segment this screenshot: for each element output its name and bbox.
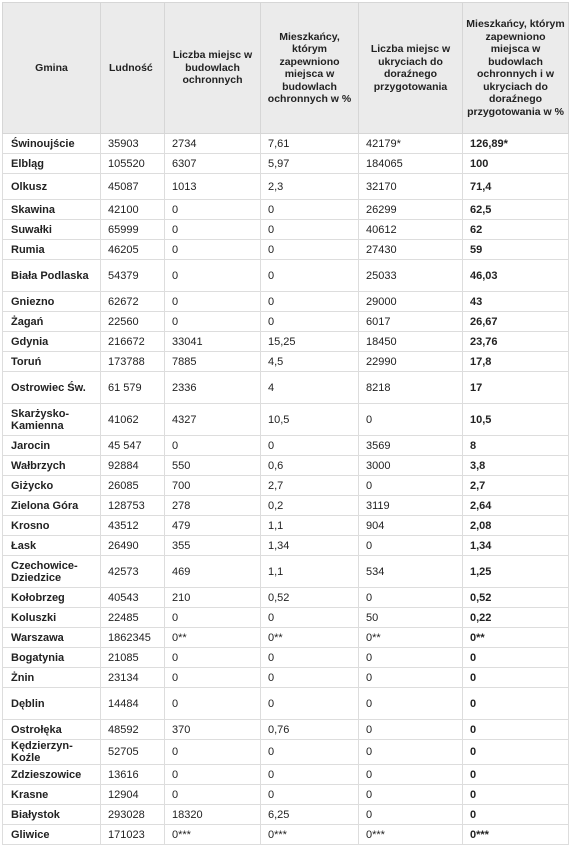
cell-shelter-places: 0** [165,628,261,648]
cell-hideout-places: 22990 [359,352,463,372]
cell-gmina: Gdynia [3,332,101,352]
table-row [3,436,569,456]
cell-total-percent: 17,8 [463,352,569,372]
cell-ludnosc: 46205 [101,240,165,260]
cell-ludnosc: 173788 [101,352,165,372]
cell-total-percent: 17 [463,372,569,404]
table-row [3,536,569,556]
cell-hideout-places: 8218 [359,372,463,404]
cell-gmina: Łask [3,536,101,556]
cell-gmina: Warszawa [3,628,101,648]
cell-shelter-places: 0 [165,648,261,668]
cell-shelter-percent: 2,7 [261,476,359,496]
cell-total-percent: 0 [463,740,569,765]
cell-shelter-percent: 0 [261,785,359,805]
cell-shelter-percent: 5,97 [261,154,359,174]
cell-gmina: Elbląg [3,154,101,174]
cell-hideout-places: 0 [359,740,463,765]
cell-shelter-places: 2734 [165,134,261,154]
cell-total-percent: 126,89* [463,134,569,154]
cell-hideout-places: 50 [359,608,463,628]
cell-shelter-percent: 10,5 [261,404,359,436]
header-row [3,3,569,134]
cell-shelter-percent: 0 [261,260,359,292]
cell-ludnosc: 45 547 [101,436,165,456]
cell-shelter-percent: 0 [261,668,359,688]
cell-hideout-places: 184065 [359,154,463,174]
cell-ludnosc: 14484 [101,688,165,720]
cell-gmina: Ostrowiec Św. [3,372,101,404]
header-shelter-places: Liczba miejsc w budowlach ochronnych [165,3,261,134]
cell-hideout-places: 534 [359,556,463,588]
cell-shelter-places: 4327 [165,404,261,436]
cell-total-percent: 62,5 [463,200,569,220]
cell-gmina: Krasne [3,785,101,805]
table-row [3,688,569,720]
table-row [3,805,569,825]
cell-shelter-places: 0 [165,292,261,312]
cell-hideout-places: 0 [359,536,463,556]
cell-total-percent: 0 [463,688,569,720]
cell-shelter-places: 0 [165,260,261,292]
cell-total-percent: 8 [463,436,569,456]
cell-ludnosc: 62672 [101,292,165,312]
cell-shelter-percent: 0 [261,292,359,312]
table-row [3,352,569,372]
cell-shelter-places: 0 [165,220,261,240]
cell-gmina: Dęblin [3,688,101,720]
cell-ludnosc: 26085 [101,476,165,496]
cell-total-percent: 0** [463,628,569,648]
cell-total-percent: 43 [463,292,569,312]
cell-gmina: Żnin [3,668,101,688]
table-row [3,720,569,740]
cell-ludnosc: 105520 [101,154,165,174]
table-row [3,628,569,648]
header-ludnosc: Ludność [101,3,165,134]
cell-hideout-places: 0 [359,688,463,720]
cell-total-percent: 10,5 [463,404,569,436]
cell-ludnosc: 61 579 [101,372,165,404]
cell-shelter-percent: 0,2 [261,496,359,516]
cell-ludnosc: 42100 [101,200,165,220]
cell-total-percent: 0 [463,668,569,688]
cell-shelter-places: 210 [165,588,261,608]
cell-ludnosc: 22485 [101,608,165,628]
cell-total-percent: 0,22 [463,608,569,628]
table-row [3,825,569,845]
cell-gmina: Biała Podlaska [3,260,101,292]
cell-hideout-places: 25033 [359,260,463,292]
cell-shelter-percent: 0,52 [261,588,359,608]
cell-hideout-places: 42179* [359,134,463,154]
cell-ludnosc: 45087 [101,174,165,200]
cell-gmina: Giżycko [3,476,101,496]
cell-ludnosc: 26490 [101,536,165,556]
cell-shelter-percent: 0 [261,688,359,720]
table-row [3,740,569,765]
cell-shelter-places: 1013 [165,174,261,200]
cell-hideout-places: 0 [359,785,463,805]
cell-gmina: Białystok [3,805,101,825]
cell-total-percent: 100 [463,154,569,174]
cell-shelter-places: 355 [165,536,261,556]
cell-shelter-percent: 0 [261,220,359,240]
table-row [3,648,569,668]
cell-hideout-places: 27430 [359,240,463,260]
cell-hideout-places: 0*** [359,825,463,845]
table-row [3,556,569,588]
cell-shelter-percent: 2,3 [261,174,359,200]
cell-shelter-percent: 4,5 [261,352,359,372]
cell-gmina: Bogatynia [3,648,101,668]
cell-shelter-percent: 0** [261,628,359,648]
cell-total-percent: 3,8 [463,456,569,476]
cell-total-percent: 0 [463,805,569,825]
cell-shelter-percent: 1,1 [261,556,359,588]
cell-gmina: Gniezno [3,292,101,312]
table-row [3,134,569,154]
cell-ludnosc: 216672 [101,332,165,352]
cell-hideout-places: 0 [359,404,463,436]
cell-shelter-percent: 0 [261,740,359,765]
table-row [3,292,569,312]
cell-shelter-places: 0*** [165,825,261,845]
cell-ludnosc: 43512 [101,516,165,536]
cell-ludnosc: 21085 [101,648,165,668]
cell-shelter-places: 0 [165,200,261,220]
cell-gmina: Kołobrzeg [3,588,101,608]
table-row [3,476,569,496]
cell-ludnosc: 42573 [101,556,165,588]
table-row [3,372,569,404]
cell-gmina: Skarżysko-Kamienna [3,404,101,436]
cell-hideout-places: 32170 [359,174,463,200]
table-row [3,332,569,352]
cell-ludnosc: 13616 [101,765,165,785]
cell-hideout-places: 18450 [359,332,463,352]
cell-gmina: Jarocin [3,436,101,456]
cell-hideout-places: 26299 [359,200,463,220]
cell-total-percent: 2,64 [463,496,569,516]
cell-shelter-percent: 0 [261,200,359,220]
cell-hideout-places: 904 [359,516,463,536]
cell-total-percent: 0 [463,648,569,668]
cell-shelter-places: 0 [165,740,261,765]
cell-shelter-percent: 4 [261,372,359,404]
cell-gmina: Zielona Góra [3,496,101,516]
table-row [3,516,569,536]
cell-shelter-percent: 0 [261,608,359,628]
cell-gmina: Skawina [3,200,101,220]
cell-ludnosc: 22560 [101,312,165,332]
cell-hideout-places: 3569 [359,436,463,456]
cell-shelter-places: 0 [165,668,261,688]
cell-hideout-places: 29000 [359,292,463,312]
cell-total-percent: 1,34 [463,536,569,556]
cell-hideout-places: 0 [359,765,463,785]
cell-ludnosc: 35903 [101,134,165,154]
table-row [3,240,569,260]
cell-gmina: Koluszki [3,608,101,628]
cell-shelter-places: 479 [165,516,261,536]
cell-ludnosc: 23134 [101,668,165,688]
table-row [3,404,569,436]
cell-shelter-places: 0 [165,608,261,628]
cell-shelter-places: 0 [165,765,261,785]
table-row [3,174,569,200]
table-row [3,496,569,516]
cell-shelter-places: 18320 [165,805,261,825]
table-row [3,765,569,785]
cell-shelter-percent: 0,6 [261,456,359,476]
header-shelter-percent: Mieszkańcy, którym zapewniono miejsca w budowlach ochronnych w % [261,3,359,134]
cell-hideout-places: 40612 [359,220,463,240]
cell-gmina: Krosno [3,516,101,536]
cell-shelter-places: 0 [165,312,261,332]
cell-ludnosc: 48592 [101,720,165,740]
cell-shelter-places: 700 [165,476,261,496]
cell-total-percent: 0 [463,785,569,805]
cell-shelter-places: 0 [165,785,261,805]
cell-ludnosc: 40543 [101,588,165,608]
cell-ludnosc: 41062 [101,404,165,436]
cell-total-percent: 59 [463,240,569,260]
cell-ludnosc: 92884 [101,456,165,476]
cell-shelter-percent: 7,61 [261,134,359,154]
cell-total-percent: 71,4 [463,174,569,200]
cell-hideout-places: 3000 [359,456,463,476]
table-row [3,608,569,628]
cell-ludnosc: 52705 [101,740,165,765]
cell-gmina: Suwałki [3,220,101,240]
cell-hideout-places: 0 [359,648,463,668]
cell-shelter-percent: 0 [261,240,359,260]
cell-total-percent: 0*** [463,825,569,845]
cell-hideout-places: 0 [359,720,463,740]
table-row [3,220,569,240]
table-row [3,785,569,805]
cell-shelter-percent: 0 [261,312,359,332]
cell-total-percent: 26,67 [463,312,569,332]
header-total-percent: Mieszkańcy, którym zapewniono miejsca w budowlach ochronnych i w ukryciach do doraźnego przygotowania w % [463,3,569,134]
cell-gmina: Kędzierzyn-Koźle [3,740,101,765]
table-row [3,260,569,292]
cell-ludnosc: 54379 [101,260,165,292]
cell-shelter-percent: 0 [261,648,359,668]
cell-shelter-percent: 0 [261,765,359,785]
cell-total-percent: 0,52 [463,588,569,608]
cell-total-percent: 1,25 [463,556,569,588]
table-row [3,312,569,332]
cell-total-percent: 0 [463,720,569,740]
cell-gmina: Rumia [3,240,101,260]
cell-gmina: Czechowice-Dziedzice [3,556,101,588]
cell-total-percent: 2,08 [463,516,569,536]
table-row [3,668,569,688]
cell-shelter-places: 278 [165,496,261,516]
cell-gmina: Olkusz [3,174,101,200]
cell-shelter-places: 370 [165,720,261,740]
cell-gmina: Świnoujście [3,134,101,154]
shelter-table [2,2,569,845]
table-row [3,154,569,174]
cell-hideout-places: 0 [359,668,463,688]
cell-gmina: Żagań [3,312,101,332]
cell-shelter-places: 6307 [165,154,261,174]
cell-gmina: Ostrołęka [3,720,101,740]
cell-total-percent: 23,76 [463,332,569,352]
cell-hideout-places: 0** [359,628,463,648]
cell-hideout-places: 0 [359,588,463,608]
cell-shelter-places: 33041 [165,332,261,352]
cell-shelter-percent: 0,76 [261,720,359,740]
table-row [3,456,569,476]
cell-gmina: Wałbrzych [3,456,101,476]
cell-shelter-percent: 0 [261,436,359,456]
cell-gmina: Gliwice [3,825,101,845]
cell-shelter-places: 0 [165,436,261,456]
cell-total-percent: 0 [463,765,569,785]
cell-hideout-places: 0 [359,476,463,496]
cell-ludnosc: 128753 [101,496,165,516]
cell-shelter-percent: 6,25 [261,805,359,825]
cell-shelter-percent: 1,1 [261,516,359,536]
cell-ludnosc: 293028 [101,805,165,825]
cell-total-percent: 62 [463,220,569,240]
cell-ludnosc: 65999 [101,220,165,240]
cell-total-percent: 2,7 [463,476,569,496]
cell-gmina: Zdzieszowice [3,765,101,785]
cell-shelter-places: 2336 [165,372,261,404]
header-gmina: Gmina [3,3,101,134]
cell-shelter-percent: 0*** [261,825,359,845]
table-row [3,588,569,608]
cell-hideout-places: 3119 [359,496,463,516]
cell-shelter-places: 0 [165,688,261,720]
cell-ludnosc: 1862345 [101,628,165,648]
cell-hideout-places: 6017 [359,312,463,332]
cell-total-percent: 46,03 [463,260,569,292]
cell-ludnosc: 12904 [101,785,165,805]
cell-shelter-places: 7885 [165,352,261,372]
cell-shelter-places: 469 [165,556,261,588]
cell-shelter-percent: 15,25 [261,332,359,352]
cell-shelter-places: 0 [165,240,261,260]
cell-shelter-places: 550 [165,456,261,476]
cell-gmina: Toruń [3,352,101,372]
header-hideout-places: Liczba miejsc w ukryciach do doraźnego przygotowania [359,3,463,134]
cell-shelter-percent: 1,34 [261,536,359,556]
cell-ludnosc: 171023 [101,825,165,845]
cell-hideout-places: 0 [359,805,463,825]
table-row [3,200,569,220]
table-body [3,134,569,845]
